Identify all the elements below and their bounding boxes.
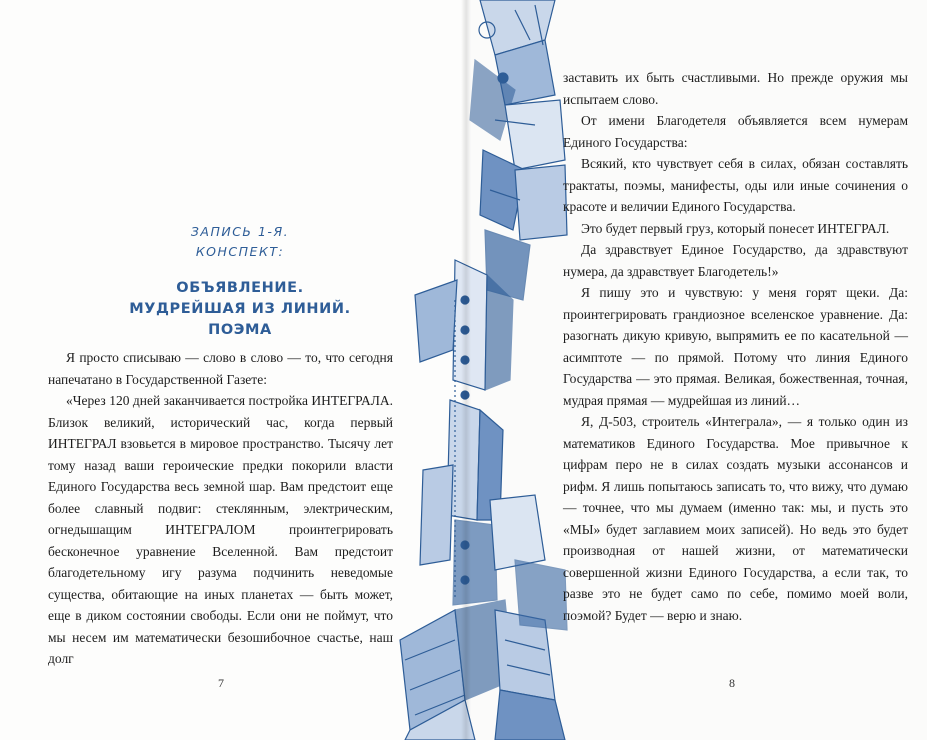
chapter-kicker-line-1: ЗАПИСЬ 1-Я. (190, 224, 290, 239)
paragraph: Всякий, кто чувствует себя в силах, обязан составлять трактаты, поэмы, манифесты, оды или иные сочинения о красоте и величии Единого Государства. (563, 156, 908, 214)
paragraph: заставить их быть счастливыми. Но прежде оружия мы испытаем слово. (563, 70, 908, 107)
chapter-kicker-line-2: КОНСПЕКТ: (195, 244, 285, 259)
chapter-title-line-2: МУДРЕЙШАЯ ИЗ ЛИНИЙ. (129, 301, 351, 317)
paragraph: Это будет первый груз, который понесет ИНТЕГРАЛ. (581, 220, 890, 236)
illustration-buildings (395, 0, 570, 740)
chapter-heading (60, 222, 420, 341)
paragraph: Я просто списываю — слово в слово — то, что сегодня напечатано в Государственной Газете: (48, 350, 393, 387)
page-number-left: 7 (218, 676, 224, 690)
chapter-title-line-3: ПОЭМА (208, 322, 272, 338)
paragraph: От имени Благодетеля объявляется всем нумерам Единого Государства: (563, 113, 908, 150)
right-page-body (563, 67, 908, 626)
left-page-body (48, 347, 393, 670)
chapter-title-line-1: ОБЪЯВЛЕНИЕ. (176, 280, 304, 296)
page-number-right: 8 (729, 676, 735, 690)
paragraph: Да здравствует Единое Государство, да здравствуют нумера, да здравствует Благодетель!» (563, 242, 908, 279)
paragraph: Я пишу это и чувствую: у меня горят щеки. Да: проинтегрировать грандиозное вселенское уравнение. Да: разогнать дикую кривую, выпрямить ее по касательной — асимптоте — по прямой. Потому что линия Единого Государства — это прямая. Великая, божественная, точная, мудрая прямая — мудрейшая из линий… (563, 285, 908, 408)
paragraph: Я, Д-503, строитель «Интеграла», — я только один из математиков Единого Государства. Мое привычное к цифрам перо не в силах создать музыки ассонансов и рифм. Я лишь попытаюсь записать то, что вижу, что думаю — точнее, что мы думаем (именно так: мы, и пусть это «МЫ» будет заглавием моих записей). Но ведь это будет производная от нашей жизни, от математически совершенной жизни Единого Государства, а если так, то разве это не будет само по себе, помимо моей воли, поэмой? Будет — верю и знаю. (563, 414, 908, 623)
paragraph: «Через 120 дней заканчивается постройка ИНТЕГРАЛА. Близок великий, исторический час, когда первый ИНТЕГРАЛ взовьется в мировое пространство. Тысячу лет тому назад ваши героические предки покорили власти Единого Государства весь земной шар. Вам предстоит еще более славный подвиг: стеклянным, электрическим, огнедышащим ИНТЕГРАЛОМ проинтегрировать бесконечное уравнение Вселенной. Вам предстоит благодетельному игу разума подчинить неведомые существа, обитающие на иных планетах — быть может, еще в диком состоянии свободы. Если они не поймут, что мы несем им математически безошибочное счастье, наш долг (48, 393, 393, 666)
